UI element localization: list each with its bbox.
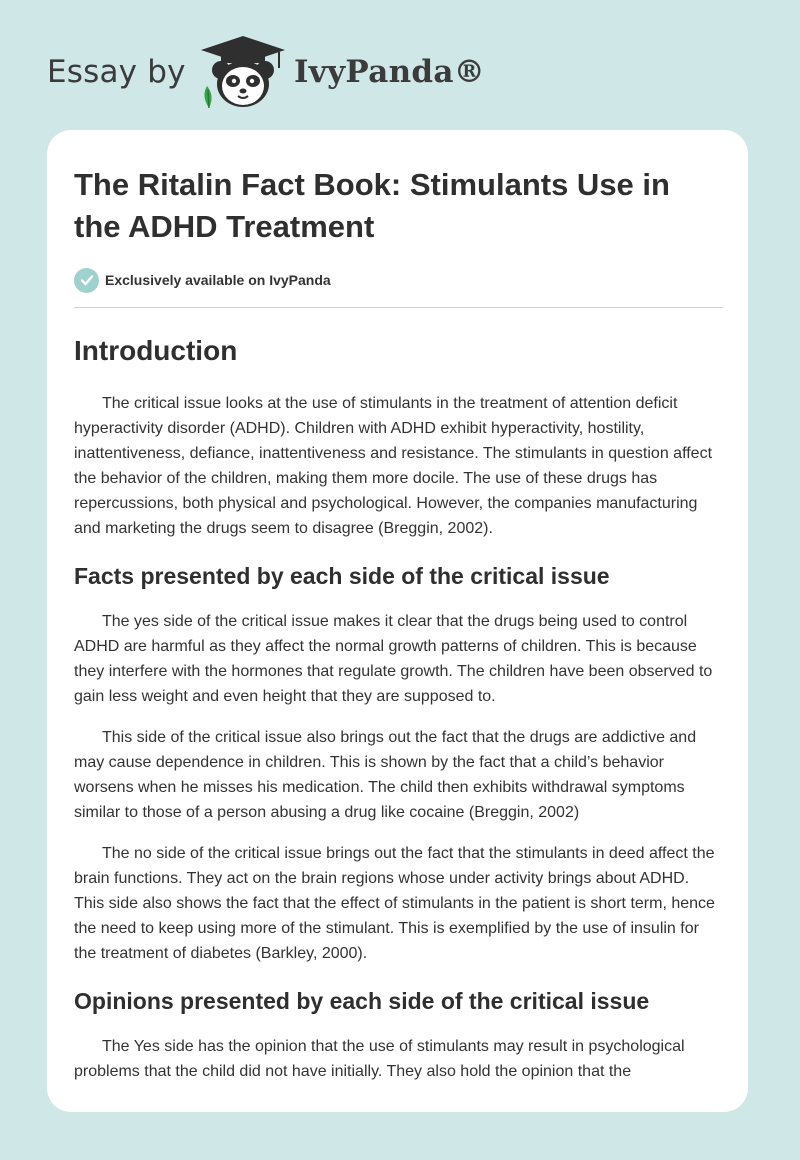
panda-graduate-logo-icon[interactable]	[199, 34, 287, 110]
brand-name[interactable]: IvyPanda®	[294, 54, 486, 90]
exclusive-badge	[74, 267, 723, 293]
brand-header	[47, 34, 507, 114]
article-card	[47, 130, 748, 1112]
brand-prefix: Essay by	[47, 54, 186, 90]
article-title: The Ritalin Fact Book: Stimulants Use in the ADHD Treatment	[74, 167, 670, 244]
facts-paragraph-2: This side of the critical issue also brings out the fact that the drugs are addictive and may cause dependence in children. This is shown by the fact that a child’s behavior worsens when he misses his medication. The child then exhibits withdrawal symptoms similar to those of a person abusing a drug like cocaine (Breggin, 2002)	[74, 729, 697, 821]
facts-heading: Facts presented by each side of the critical issue	[74, 563, 610, 589]
introduction-paragraph: The critical issue looks at the use of stimulants in the treatment of attention deficit hyperactivity disorder (ADHD). Children with ADHD exhibit hyperactivity, hostility, inattentiveness, defiance, inattentiveness and resistance. The stimulants in question affect the behavior of the children, making them more docile. The use of these drugs has repercussions, both physical and psychological. However, the companies manufacturing and marketing the drugs seem to disagree (Breggin, 2002).	[74, 395, 713, 537]
opinions-heading: Opinions presented by each side of the critical issue	[74, 988, 650, 1014]
introduction-heading: Introduction	[74, 335, 238, 366]
facts-paragraph-3: The no side of the critical issue brings out the fact that the stimulants in deed affect the brain functions. They act on the brain regions whose under activity brings about ADHD. This side also shows the fact that the effect of stimulants in the patient is short term, hence the need to keep using more of the stimulant. This is exemplified by the use of insulin for the treatment of diabetes (Barkley, 2000).	[74, 845, 715, 962]
article-content	[74, 164, 723, 1084]
divider	[74, 307, 723, 308]
check-circle-icon	[74, 268, 99, 293]
exclusive-badge-text: Exclusively available on IvyPanda	[105, 272, 331, 288]
opinions-paragraph-1: The Yes side has the opinion that the use of stimulants may result in psychological problems that the child did not have initially. They also hold the opinion that the	[74, 1038, 685, 1080]
facts-paragraph-1: The yes side of the critical issue makes it clear that the drugs being used to control ADHD are harmful as they affect the normal growth patterns of children. This is because they interfere with the hormones that regulate growth. The children have been observed to gain less weight and even height that they are supposed to.	[74, 613, 713, 705]
